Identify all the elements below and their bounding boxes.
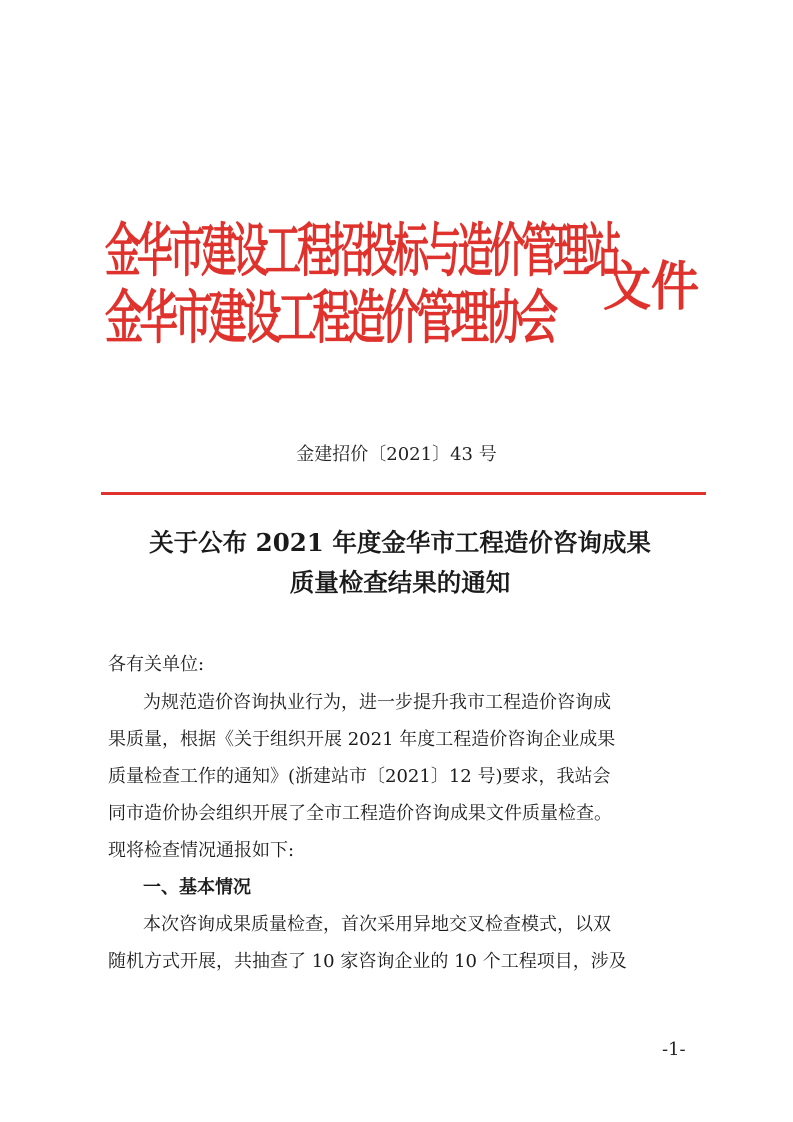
issuing-org-1: 金华市建设工程招投标与造价管理站 [105, 218, 618, 285]
document-label: 文件 [603, 256, 700, 318]
paragraph-2-line: 随机方式开展，共抽查了 10 家咨询企业的 10 个工程项目，涉及 [108, 951, 627, 972]
document-header [0, 0, 793, 400]
page-number: -1- [662, 1039, 686, 1060]
paragraph-1-line: 质量检查工作的通知》(浙建站市〔2021〕12 号)要求，我站会 [108, 766, 611, 787]
paragraph-1-line: 现将检查情况通报如下: [108, 840, 295, 861]
paragraph-2-line: 本次咨询成果质量检查，首次采用异地交叉检查模式，以双 [143, 914, 611, 935]
salutation: 各有关单位: [108, 654, 205, 675]
paragraph-1-line: 同市造价协会组织开展了全市工程造价咨询成果文件质量检查。 [108, 803, 612, 824]
red-divider [101, 492, 706, 495]
notice-title-line-2: 质量检查结果的通知 [289, 568, 511, 597]
document-number: 金建招价〔2021〕43 号 [296, 444, 497, 465]
notice-title-line-1: 关于公布 2021 年度金华市工程造价咨询成果 [149, 528, 651, 557]
section-heading: 一、基本情况 [143, 877, 251, 898]
paragraph-1-line: 为规范造价咨询执业行为，进一步提升我市工程造价咨询成 [143, 692, 611, 713]
paragraph-1-line: 果质量，根据《关于组织开展 2021 年度工程造价咨询企业成果 [108, 729, 616, 750]
issuing-org-2: 金华市建设工程造价管理协会 [105, 285, 555, 352]
